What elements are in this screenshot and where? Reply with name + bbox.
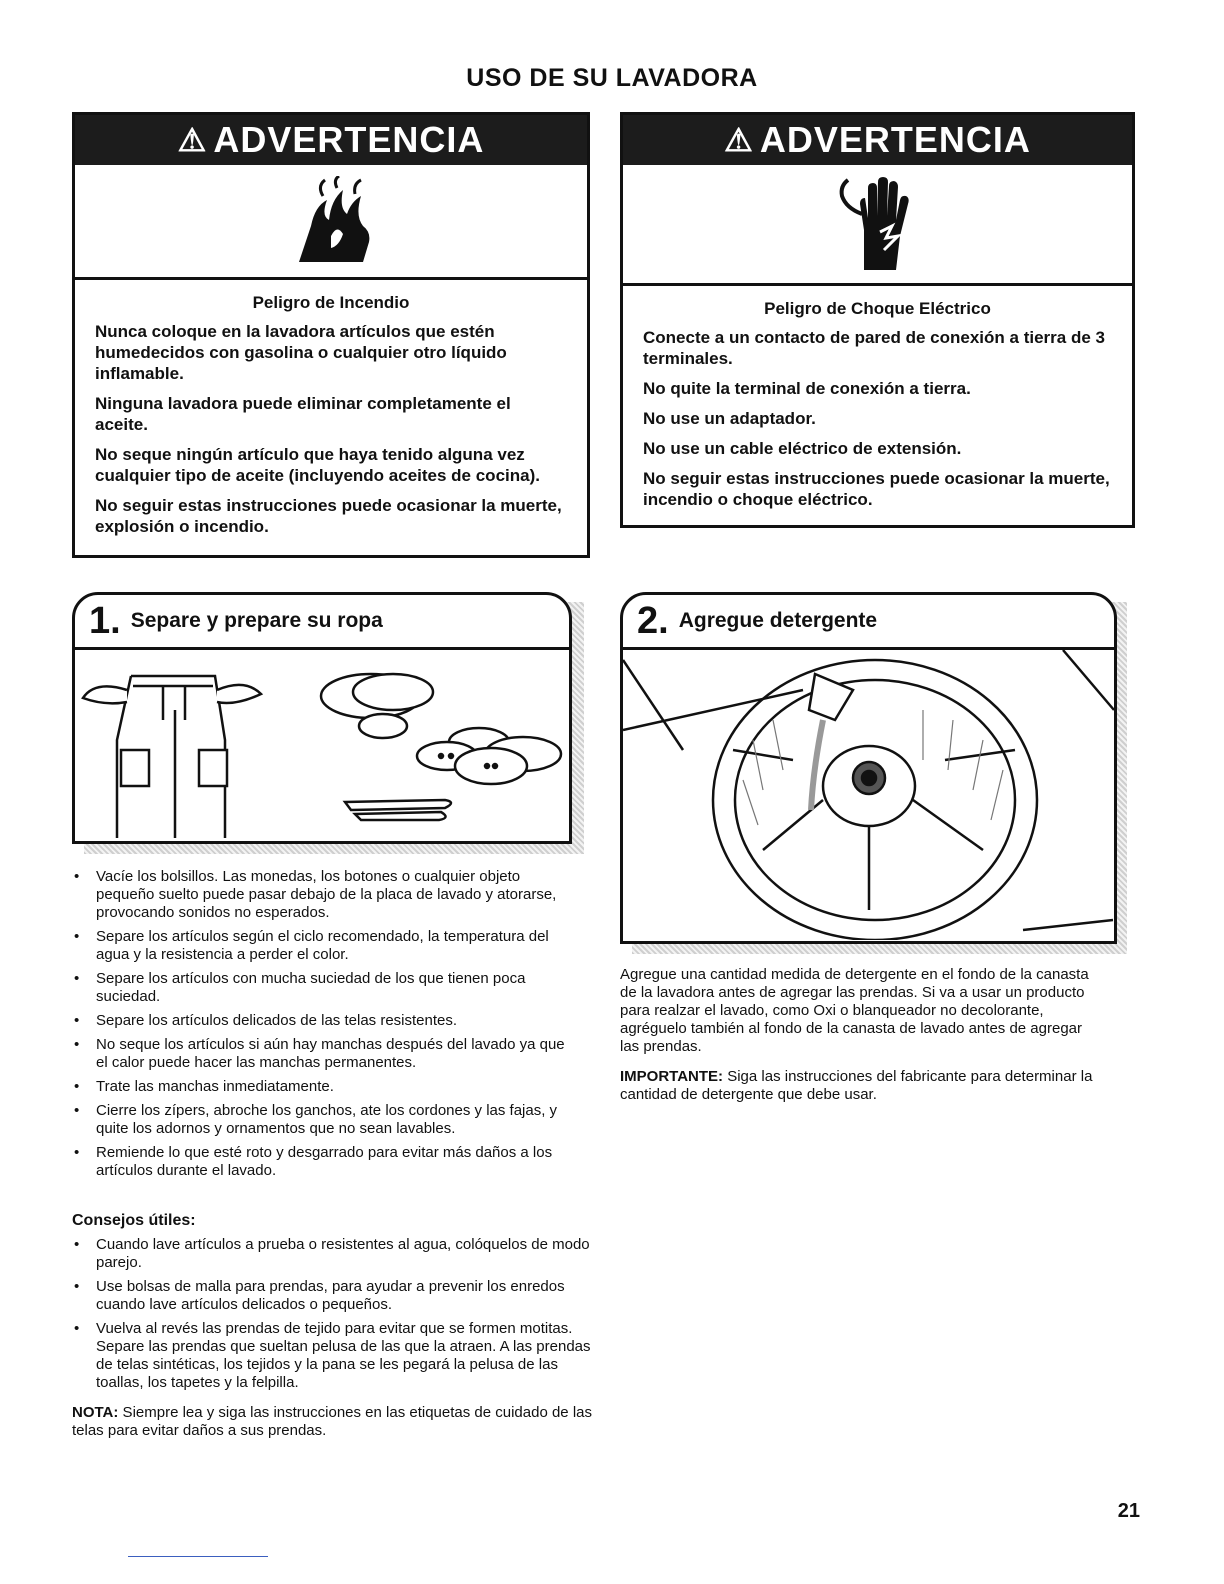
buttons-icon bbox=[417, 728, 561, 784]
safety-pins-icon bbox=[345, 800, 451, 820]
pants-icon bbox=[83, 676, 261, 838]
note-paragraph bbox=[72, 1404, 592, 1440]
list-item: • Vuelva al revés las prendas de tejido para evitar que se formen motitas. Separe las prendas que sueltan pelusa de las que la atraen. A las prendas de telas sintéticas, los tejidos y la pana se les pegará la pelusa de las toallas, los tapetes y la felpilla. bbox=[72, 1320, 592, 1392]
list-item: • Separe los artículos según el ciclo recomendado, la temperatura del agua y la resistencia a perder el color. bbox=[72, 928, 572, 964]
warning-line: No seguir estas instrucciones puede ocasionar la muerte, incendio o choque eléctrico. bbox=[643, 469, 1110, 509]
warning-triangle-icon: ⚠ bbox=[177, 122, 208, 158]
warning-box-electric bbox=[620, 112, 1135, 528]
step-title: Separe y prepare su ropa bbox=[130, 609, 383, 632]
step-2-paragraph: Agregue una cantidad medida de detergente en el fondo de la canasta de la lavadora antes de agregar las prendas. Si va a usar un producto para realzar el lavado, como Oxi o blanqueador no decolorante, agréguelo también al fondo de la canasta de lavado antes de agregar las prendas. bbox=[620, 966, 1089, 1055]
warning-line: No use un cable eléctrico de extensión. bbox=[643, 439, 962, 458]
warning-header bbox=[75, 115, 587, 165]
warning-header bbox=[623, 115, 1132, 165]
warning-line: No quite la terminal de conexión a tierra. bbox=[643, 379, 971, 398]
warning-header-label: ADVERTENCIA bbox=[213, 119, 485, 160]
step-1-box bbox=[72, 592, 572, 844]
hazard-title: Peligro de Choque Eléctrico bbox=[764, 299, 991, 318]
warning-icon-area bbox=[623, 165, 1132, 286]
tips-heading: Consejos útiles: bbox=[72, 1212, 196, 1229]
list-item: • Separe los artículos delicados de las telas resistentes. bbox=[72, 1012, 572, 1030]
laundry-illustration bbox=[75, 650, 569, 840]
warning-header-label: ADVERTENCIA bbox=[759, 119, 1031, 160]
warning-line: Ninguna lavadora puede eliminar completamente el aceite. bbox=[95, 394, 511, 434]
step-number: 1. bbox=[89, 600, 121, 642]
fire-icon bbox=[281, 176, 381, 266]
washer-basket-illustration bbox=[623, 650, 1114, 940]
warning-line: No use un adaptador. bbox=[643, 409, 816, 428]
warning-line: Nunca coloque en la lavadora artículos que estén humedecidos con gasolina o cualquier otro líquido inflamable. bbox=[95, 322, 507, 383]
warning-line: No seque ningún artículo que haya tenido alguna vez cualquier tipo de aceite (incluyendo aceites de cocina). bbox=[95, 445, 540, 485]
step-1-bullet-list bbox=[72, 868, 572, 1186]
list-item: • Cierre los zípers, abroche los ganchos, ate los cordones y las fajas, y quite los adornos y ornamentos que no sean lavables. bbox=[72, 1102, 572, 1138]
hazard-title: Peligro de Incendio bbox=[252, 293, 410, 312]
electric-shock-hand-icon bbox=[828, 174, 928, 274]
list-item: • Remiende lo que esté roto y desgarrado para evitar más daños a los artículos durante el lavado. bbox=[72, 1144, 572, 1180]
step-2-box bbox=[620, 592, 1117, 944]
tips-list bbox=[72, 1236, 592, 1398]
list-item: • Cuando lave artículos a prueba o resistentes al agua, colóquelos de modo parejo. bbox=[72, 1236, 592, 1272]
warning-triangle-icon: ⚠ bbox=[724, 122, 754, 158]
step-header bbox=[623, 595, 1114, 650]
warning-line: Conecte a un contacto de pared de conexión a tierra de 3 terminales. bbox=[643, 328, 1105, 368]
step-number: 2. bbox=[637, 600, 669, 642]
important-text: Siga las instrucciones del fabricante para determinar la cantidad de detergente que debe usar. bbox=[620, 1068, 1093, 1103]
warning-line: No seguir estas instrucciones puede ocasionar la muerte, explosión o incendio. bbox=[95, 496, 562, 536]
list-item: • Use bolsas de malla para prendas, para ayudar a prevenir los enredos cuando lave artículos delicados o pequeños. bbox=[72, 1278, 592, 1314]
step-title: Agregue detergente bbox=[678, 609, 878, 632]
note-text: Siempre lea y siga las instrucciones en las etiquetas de cuidado de las telas para evitar daños a sus prendas. bbox=[72, 1404, 592, 1439]
step-header bbox=[75, 595, 569, 650]
footer-rule bbox=[128, 1556, 268, 1557]
important-paragraph bbox=[620, 1068, 1100, 1104]
important-label: IMPORTANTE: bbox=[620, 1068, 724, 1085]
list-item: • No seque los artículos si aún hay manchas después del lavado ya que el calor puede hacer las manchas permanentes. bbox=[72, 1036, 572, 1072]
list-item: • Trate las manchas inmediatamente. bbox=[72, 1078, 572, 1096]
list-item: • Separe los artículos con mucha suciedad de los que tienen poca suciedad. bbox=[72, 970, 572, 1006]
page-number: 21 bbox=[1117, 1500, 1140, 1522]
warning-box-fire bbox=[72, 112, 590, 558]
list-item: • Vacíe los bolsillos. Las monedas, los botones o cualquier objeto pequeño suelto puede pasar debajo de la placa de lavado y atorarse, provocando sonidos no esperados. bbox=[72, 868, 572, 922]
note-label: NOTA: bbox=[72, 1404, 119, 1421]
coins-icon bbox=[321, 674, 433, 738]
warning-icon-area bbox=[75, 165, 587, 280]
page-title: USO DE SU LAVADORA bbox=[466, 64, 758, 92]
